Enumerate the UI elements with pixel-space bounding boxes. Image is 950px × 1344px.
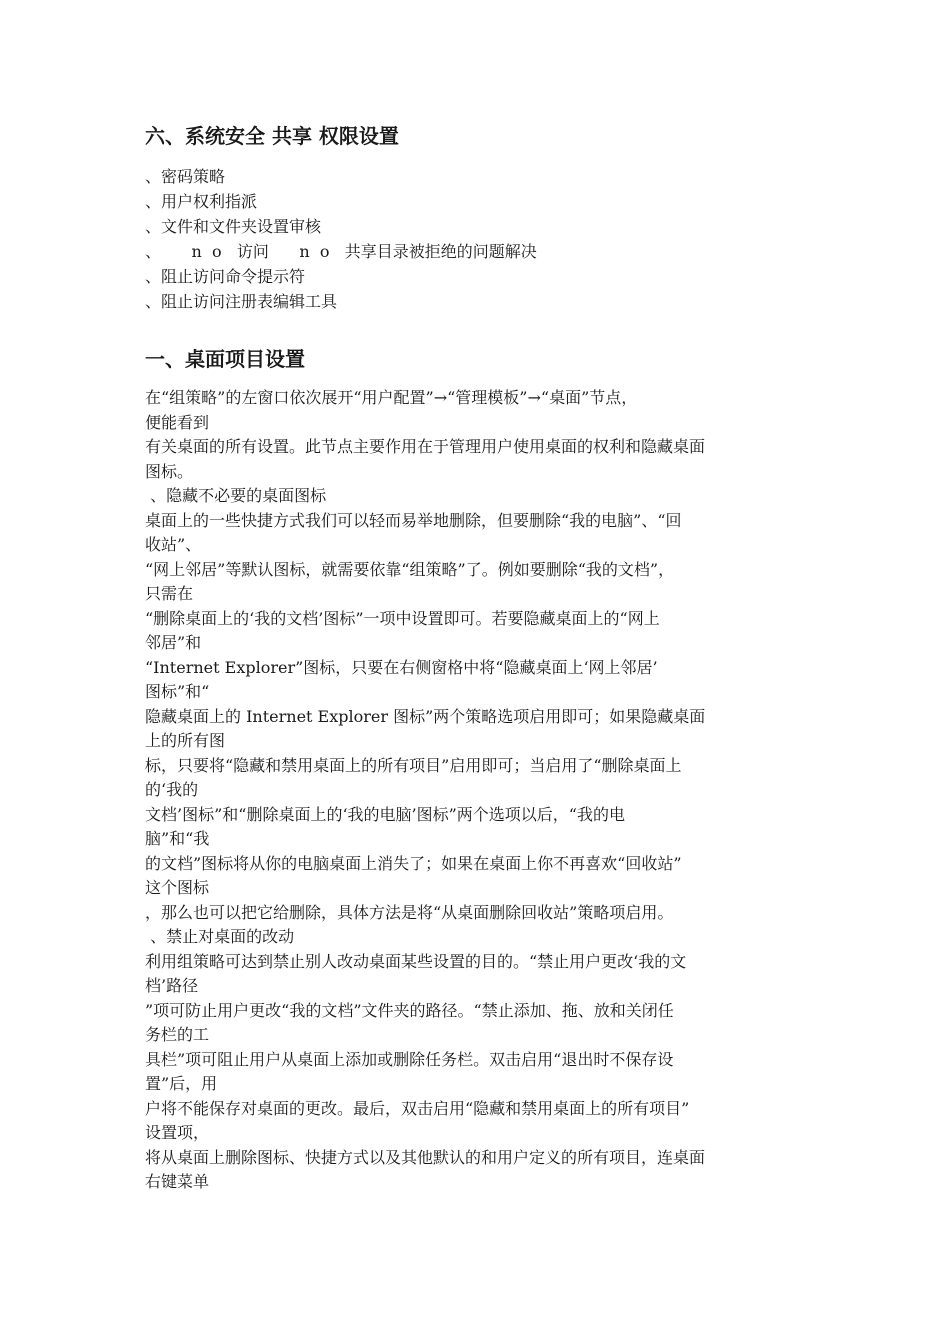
text-line: 这个图标 <box>145 878 210 897</box>
toc-item: 、用户权利指派 <box>145 192 258 211</box>
toc-item: 、密码策略 <box>145 167 226 186</box>
text-line: 户将不能保存对桌面的更改。最后，双击启用“隐藏和禁用桌面上的所有项目” <box>145 1098 690 1118</box>
body-text <box>145 386 810 1195</box>
text-line: 的‘我的 <box>145 780 199 799</box>
text-line: 上的所有图 <box>145 731 226 750</box>
toc-item: 、文件和文件夹设置审核 <box>145 217 322 236</box>
text-line: 的文档”图标将从你的电脑桌面上消失了；如果在桌面上你不再喜欢“回收站” <box>145 853 682 873</box>
subheading-line: 、隐藏不必要的桌面图标 <box>145 486 327 505</box>
text-line: 置”后，用 <box>145 1074 218 1093</box>
text-line: 只需在 <box>145 584 194 603</box>
toc-item: 、阻止访问命令提示符 <box>145 267 306 286</box>
text-line: 将从桌面上删除图标、快捷方式以及其他默认的和用户定义的所有项目，连桌面 <box>145 1147 706 1167</box>
text-line: “Internet Explorer”图标，只要在右侧窗格中将“隐藏桌面上‘网上邻居’ <box>145 657 658 677</box>
text-line: “删除桌面上的‘我的文档’图标”一项中设置即可。若要隐藏桌面上的“网上 <box>145 608 660 628</box>
text-line: 有关桌面的所有设置。此节点主要作用在于管理用户使用桌面的权利和隐藏桌面 <box>145 437 706 456</box>
text-line: 隐藏桌面上的 Internet Explorer 图标”两个策略选项启用即可；如果隐藏桌面 <box>145 706 706 726</box>
text-line: 便能看到 <box>145 412 210 432</box>
text-line: 收站”、 <box>145 535 202 554</box>
toc-item: 、 n o 访问 n o 共享目录被拒绝的问题解决 <box>145 242 537 261</box>
text-line: 图标。 <box>145 461 194 481</box>
text-line: 图标”和“ <box>145 682 210 701</box>
table-of-contents <box>145 164 537 314</box>
text-line: 档’路径 <box>145 976 199 995</box>
text-line: ”项可防止用户更改“我的文档”文件夹的路径。“禁止添加、拖、放和关闭任 <box>145 1000 674 1020</box>
section-heading: 一、桌面项目设置 <box>145 347 305 371</box>
text-line: 具栏”项可阻止用户从桌面上添加或删除任务栏。双击启用“退出时不保存设 <box>145 1049 674 1069</box>
text-line: 脑”和“我 <box>145 829 210 848</box>
text-line: 桌面上的一些快捷方式我们可以轻而易举地删除，但要删除“我的电脑”、“回 <box>145 510 682 530</box>
text-line: 设置项， <box>145 1123 210 1142</box>
text-line: 标，只要将“隐藏和禁用桌面上的所有项目”启用即可；当启用了“删除桌面上 <box>145 755 682 775</box>
text-line: 邻居”和 <box>145 633 202 652</box>
text-line: 右键菜单 <box>145 1172 210 1191</box>
text-line: ，那么也可以把它给删除，具体方法是将“从桌面删除回收站”策略项启用。 <box>145 902 674 922</box>
text-line: 务栏的工 <box>145 1025 210 1044</box>
text-line: 文档’图标”和“删除桌面上的‘我的电脑’图标”两个选项以后，“我的电 <box>145 804 625 824</box>
text-line: 在“组策略”的左窗口依次展开“用户配置”→“管理模板”→“桌面”节点， <box>145 388 638 407</box>
text-line: 利用组策略可达到禁止别人改动桌面某些设置的目的。“禁止用户更改‘我的文 <box>145 951 687 971</box>
page-title: 六、系统安全 共享 权限设置 <box>145 124 399 148</box>
toc-item: 、阻止访问注册表编辑工具 <box>145 292 338 311</box>
text-line: “网上邻居”等默认图标，就需要依靠“组策略”了。例如要删除“我的文档”， <box>145 559 675 579</box>
subheading-line: 、禁止对桌面的改动 <box>145 927 295 946</box>
